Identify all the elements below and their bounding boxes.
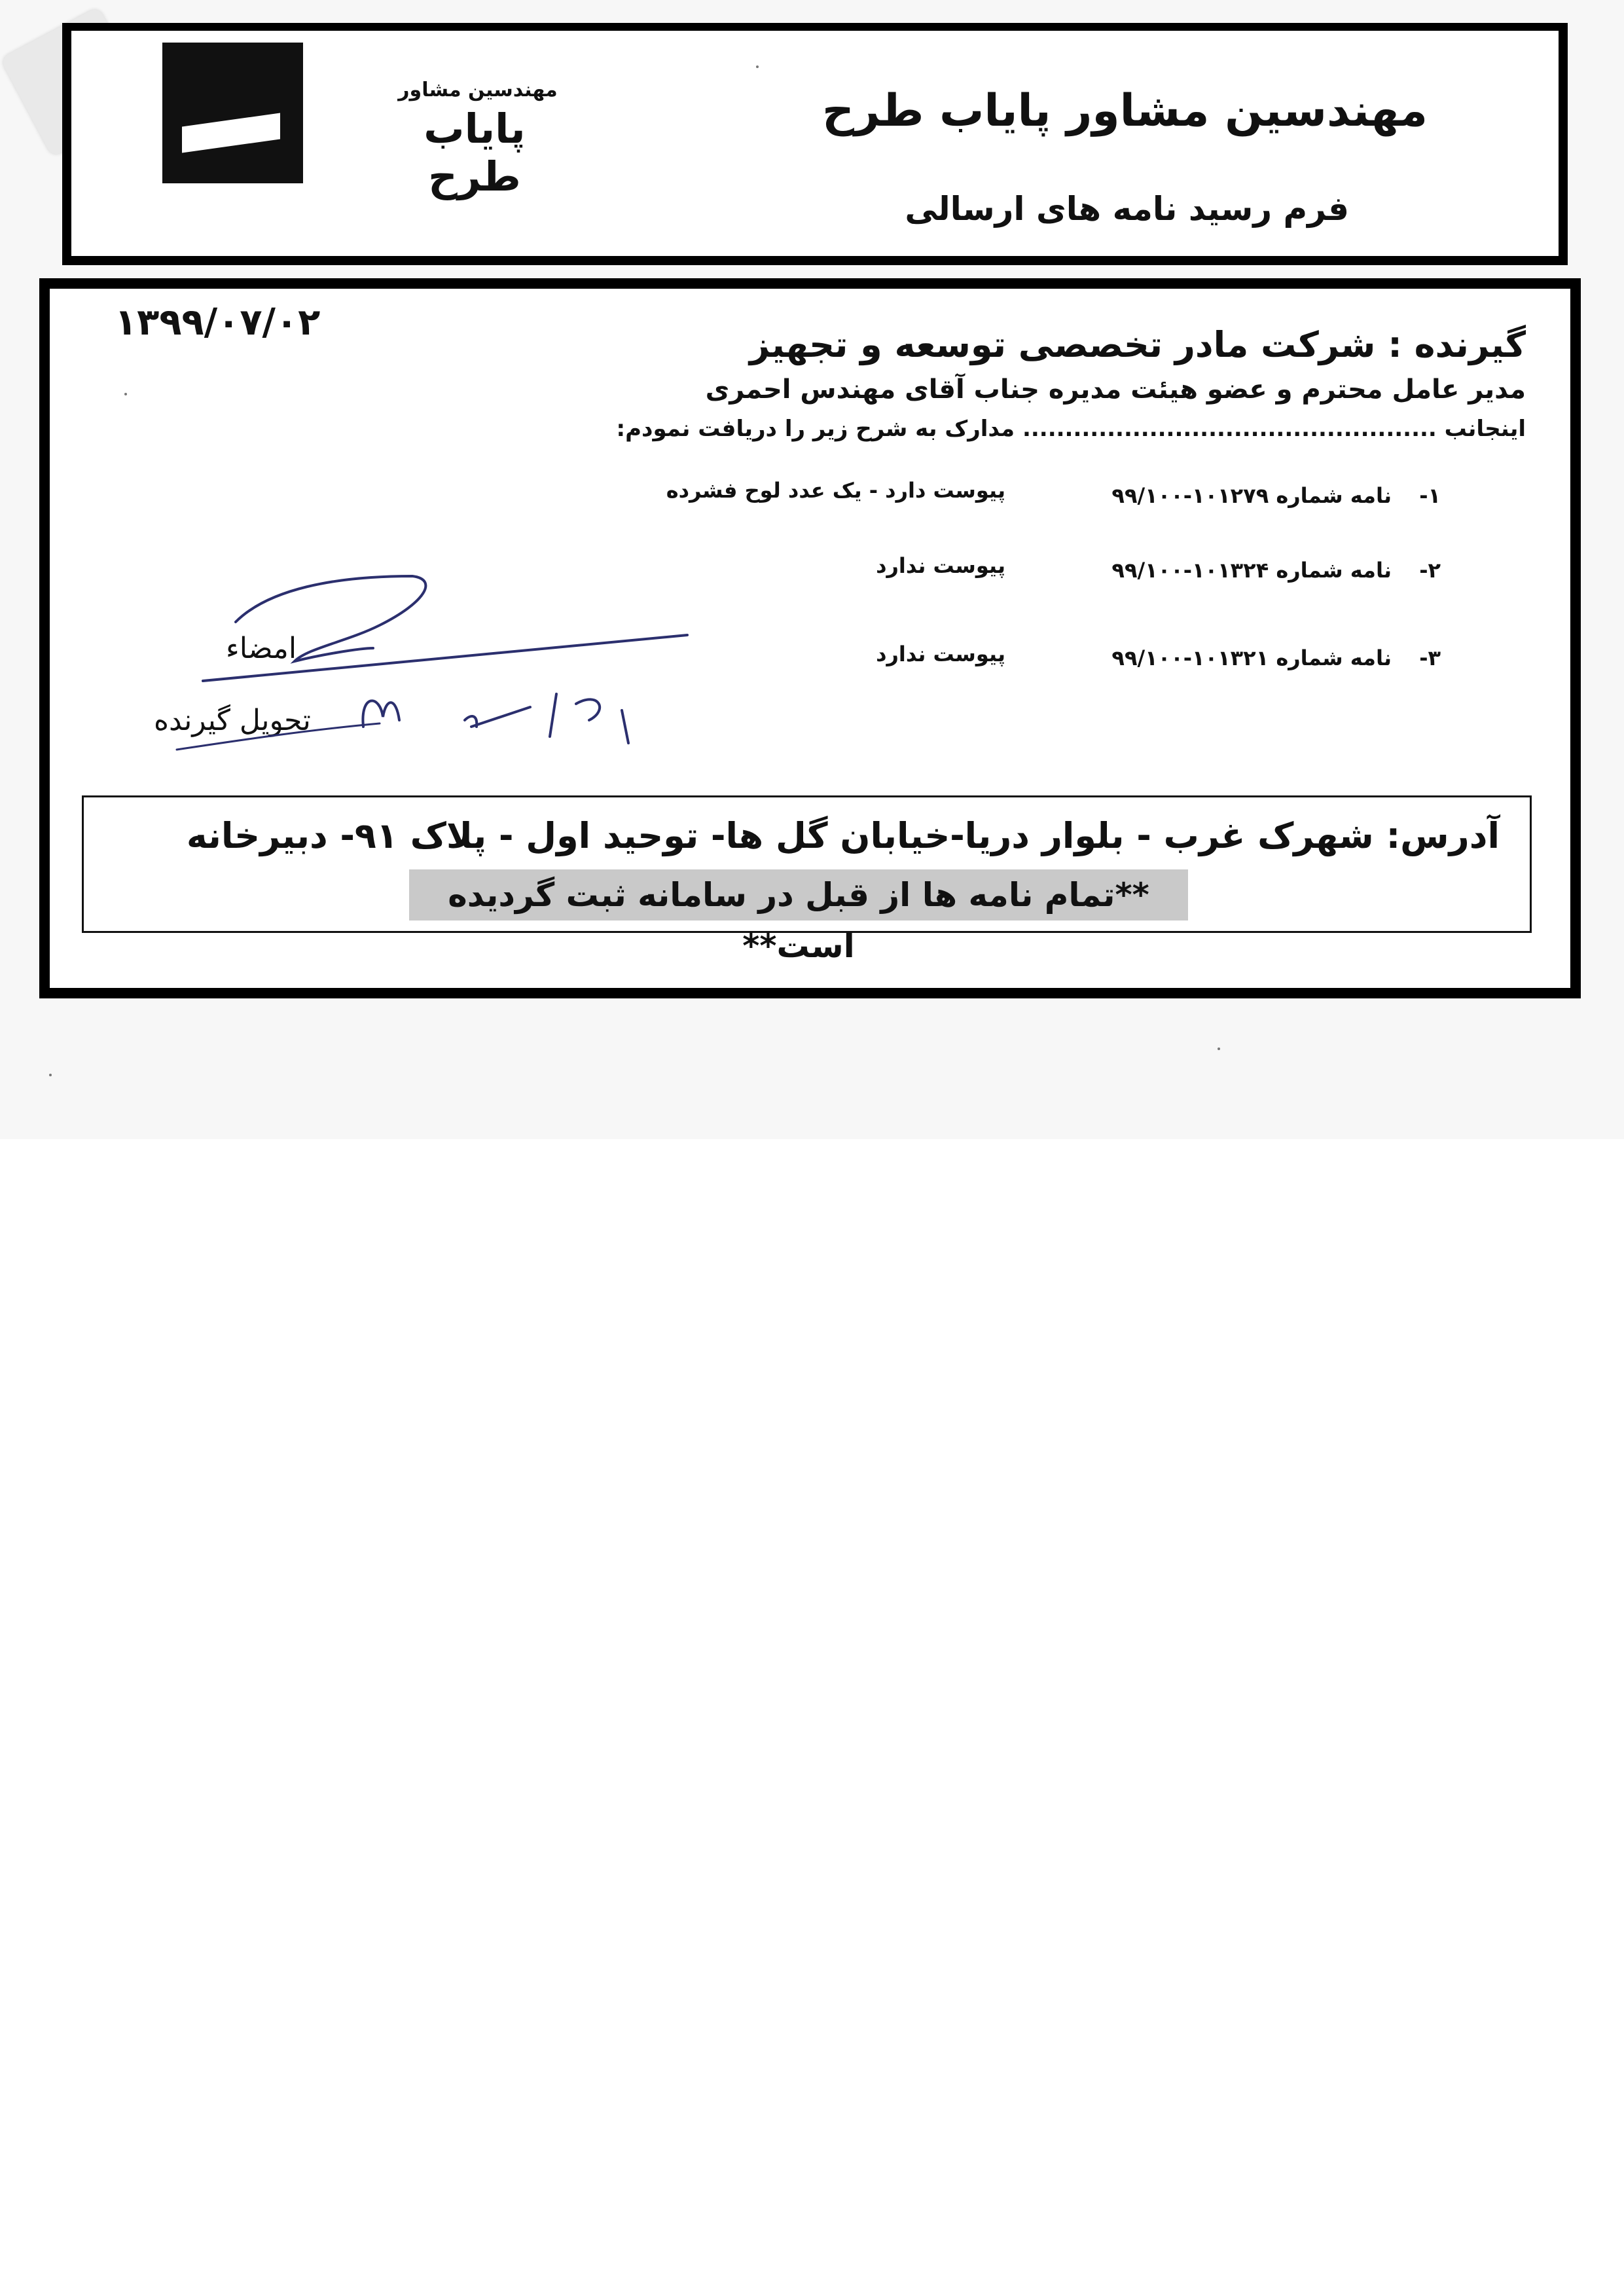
intro-line: اینجانب ................................................. مدارک به شرح زیر را دریافت نمودم: — [616, 416, 1526, 442]
recipient-line: گیرنده : شرکت مادر تخصصی توسعه و تجهیز — [749, 324, 1526, 365]
item-letter: نامه شماره ۱۰۱۳۲۴-۹۹/۱۰۰ — [1111, 558, 1392, 583]
scan-speck — [124, 393, 127, 395]
item-number: ۲- — [1419, 558, 1441, 583]
item-letter: نامه شماره ۱۰۱۲۷۹-۹۹/۱۰۰ — [1111, 483, 1392, 508]
form-date: ۱۳۹۹/۰۷/۰۲ — [115, 301, 321, 344]
logo-mark — [182, 113, 280, 153]
address-line: آدرس: شهرک غرب - بلوار دریا-خیابان گل ها- توحید اول - پلاک ۹۱- دبیرخانه — [186, 815, 1500, 856]
handwritten-signature — [164, 563, 740, 786]
scan-speck — [49, 1074, 52, 1076]
logo-text-big: پایاب طرح — [424, 105, 526, 200]
item-letter: نامه شماره ۱۰۱۳۲۱-۹۹/۱۰۰ — [1111, 646, 1392, 670]
scan-speck — [756, 65, 759, 68]
addressee-line: مدیر عامل محترم و عضو هیئت مدیره جناب آقای مهندس احمری — [705, 374, 1526, 405]
receiver-label: تحویل گیرنده — [154, 704, 311, 737]
logo-text-small: مهندسین مشاور — [398, 79, 558, 101]
item-attachment: پیوست دارد - یک عدد لوح فشرده — [666, 478, 1005, 503]
registration-notice: **تمام نامه ها از قبل در سامانه ثبت گردیده است** — [409, 869, 1188, 920]
item-attachment: پیوست ندارد — [876, 642, 1005, 666]
signature-label: امضاء — [226, 632, 297, 665]
item-attachment: پیوست ندارد — [876, 553, 1005, 578]
item-number: ۳- — [1419, 646, 1441, 670]
item-number: ۱- — [1419, 483, 1441, 508]
scan-speck — [1218, 1048, 1220, 1050]
form-title: فرم رسید نامه های ارسالی — [905, 190, 1349, 228]
company-logo — [162, 43, 303, 183]
header-title: مهندسین مشاور پایاب طرح — [822, 85, 1428, 137]
